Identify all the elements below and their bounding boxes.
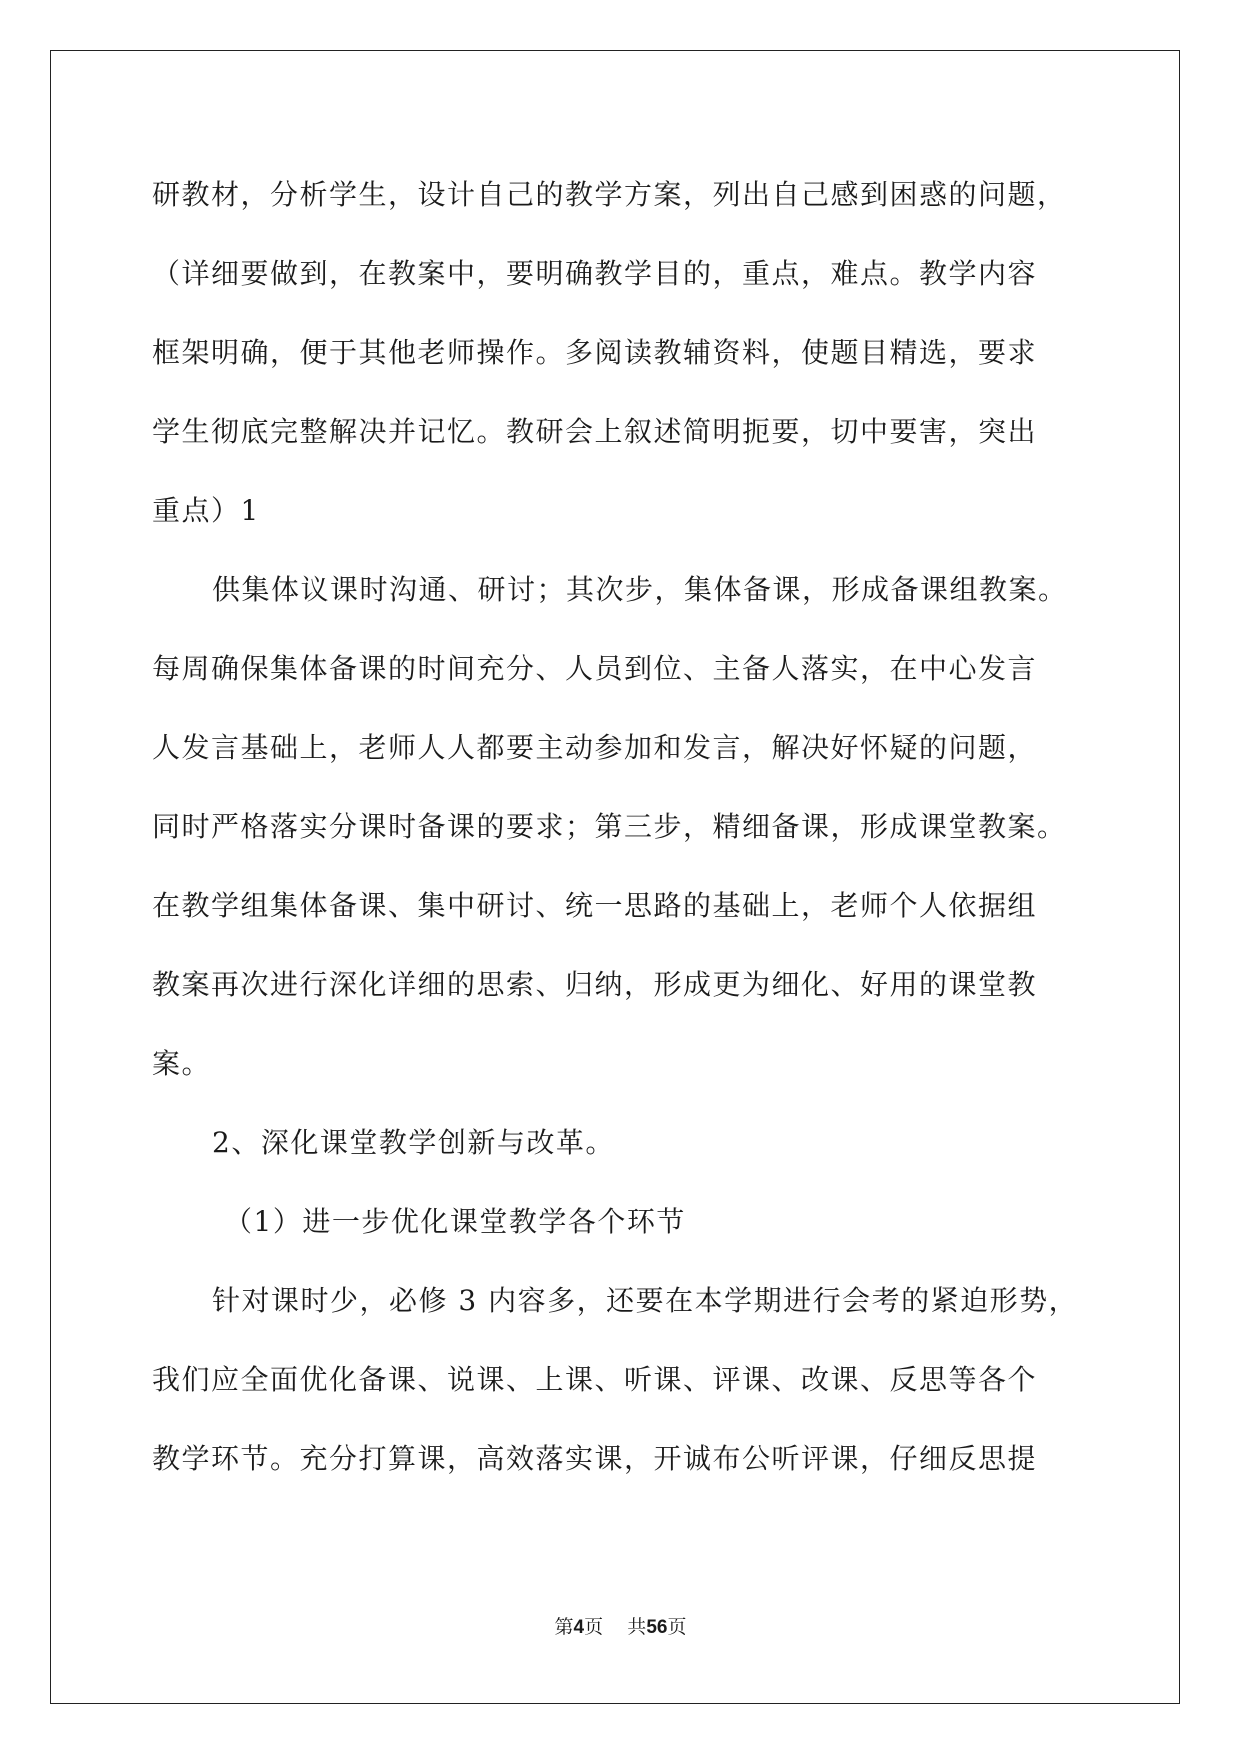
paragraph-start-line: 供集体议课时沟通、研讨；其次步，集体备课，形成备课组教案。: [212, 573, 1068, 606]
text-line: 人发言基础上，老师人人都要主动参加和发言，解决好怀疑的问题，: [152, 731, 1038, 764]
page-suffix: 页: [584, 1616, 604, 1638]
text-line: 案。: [152, 1047, 212, 1080]
page-number: 4: [573, 1617, 585, 1638]
text-line: 我们应全面优化备课、说课、上课、听课、评课、改课、反思等各个: [152, 1363, 1038, 1396]
text-line: 重点）1: [152, 494, 260, 527]
subsection-heading: （1）进一步优化课堂教学各个环节: [224, 1205, 686, 1238]
text-line: 教案再次进行深化详细的思索、归纳，形成更为细化、好用的课堂教: [152, 968, 1038, 1001]
total-pages: 56: [646, 1617, 668, 1638]
page-prefix: 第: [554, 1616, 574, 1638]
text-line: 同时严格落实分课时备课的要求；第三步，精细备课，形成课堂教案。: [152, 810, 1067, 843]
text-line: 学生彻底完整解决并记忆。教研会上叙述简明扼要，切中要害，突出: [152, 415, 1038, 448]
page-footer: [0, 1612, 1241, 1639]
section-heading: 2、深化课堂教学创新与改革。: [212, 1126, 615, 1159]
text-line: 研教材，分析学生，设计自己的教学方案，列出自己感到困惑的问题，: [152, 178, 1067, 211]
text-line: （详细要做到，在教案中，要明确教学目的，重点，难点。教学内容: [152, 257, 1038, 290]
text-line: 框架明确，便于其他老师操作。多阅读教辅资料，使题目精选，要求: [152, 336, 1038, 369]
document-body: [152, 155, 1092, 1498]
text-line: 在教学组集体备课、集中研讨、统一思路的基础上，老师个人依据组: [152, 889, 1038, 922]
text-line: 教学环节。充分打算课，高效落实课，开诚布公听评课，仔细反思提: [152, 1442, 1038, 1475]
text-line: 每周确保集体备课的时间充分、人员到位、主备人落实，在中心发言: [152, 652, 1038, 685]
total-prefix: 共: [627, 1616, 647, 1638]
paragraph-start-line: 针对课时少，必修 3 内容多，还要在本学期进行会考的紧迫形势，: [212, 1284, 1079, 1317]
total-suffix: 页: [667, 1616, 687, 1638]
